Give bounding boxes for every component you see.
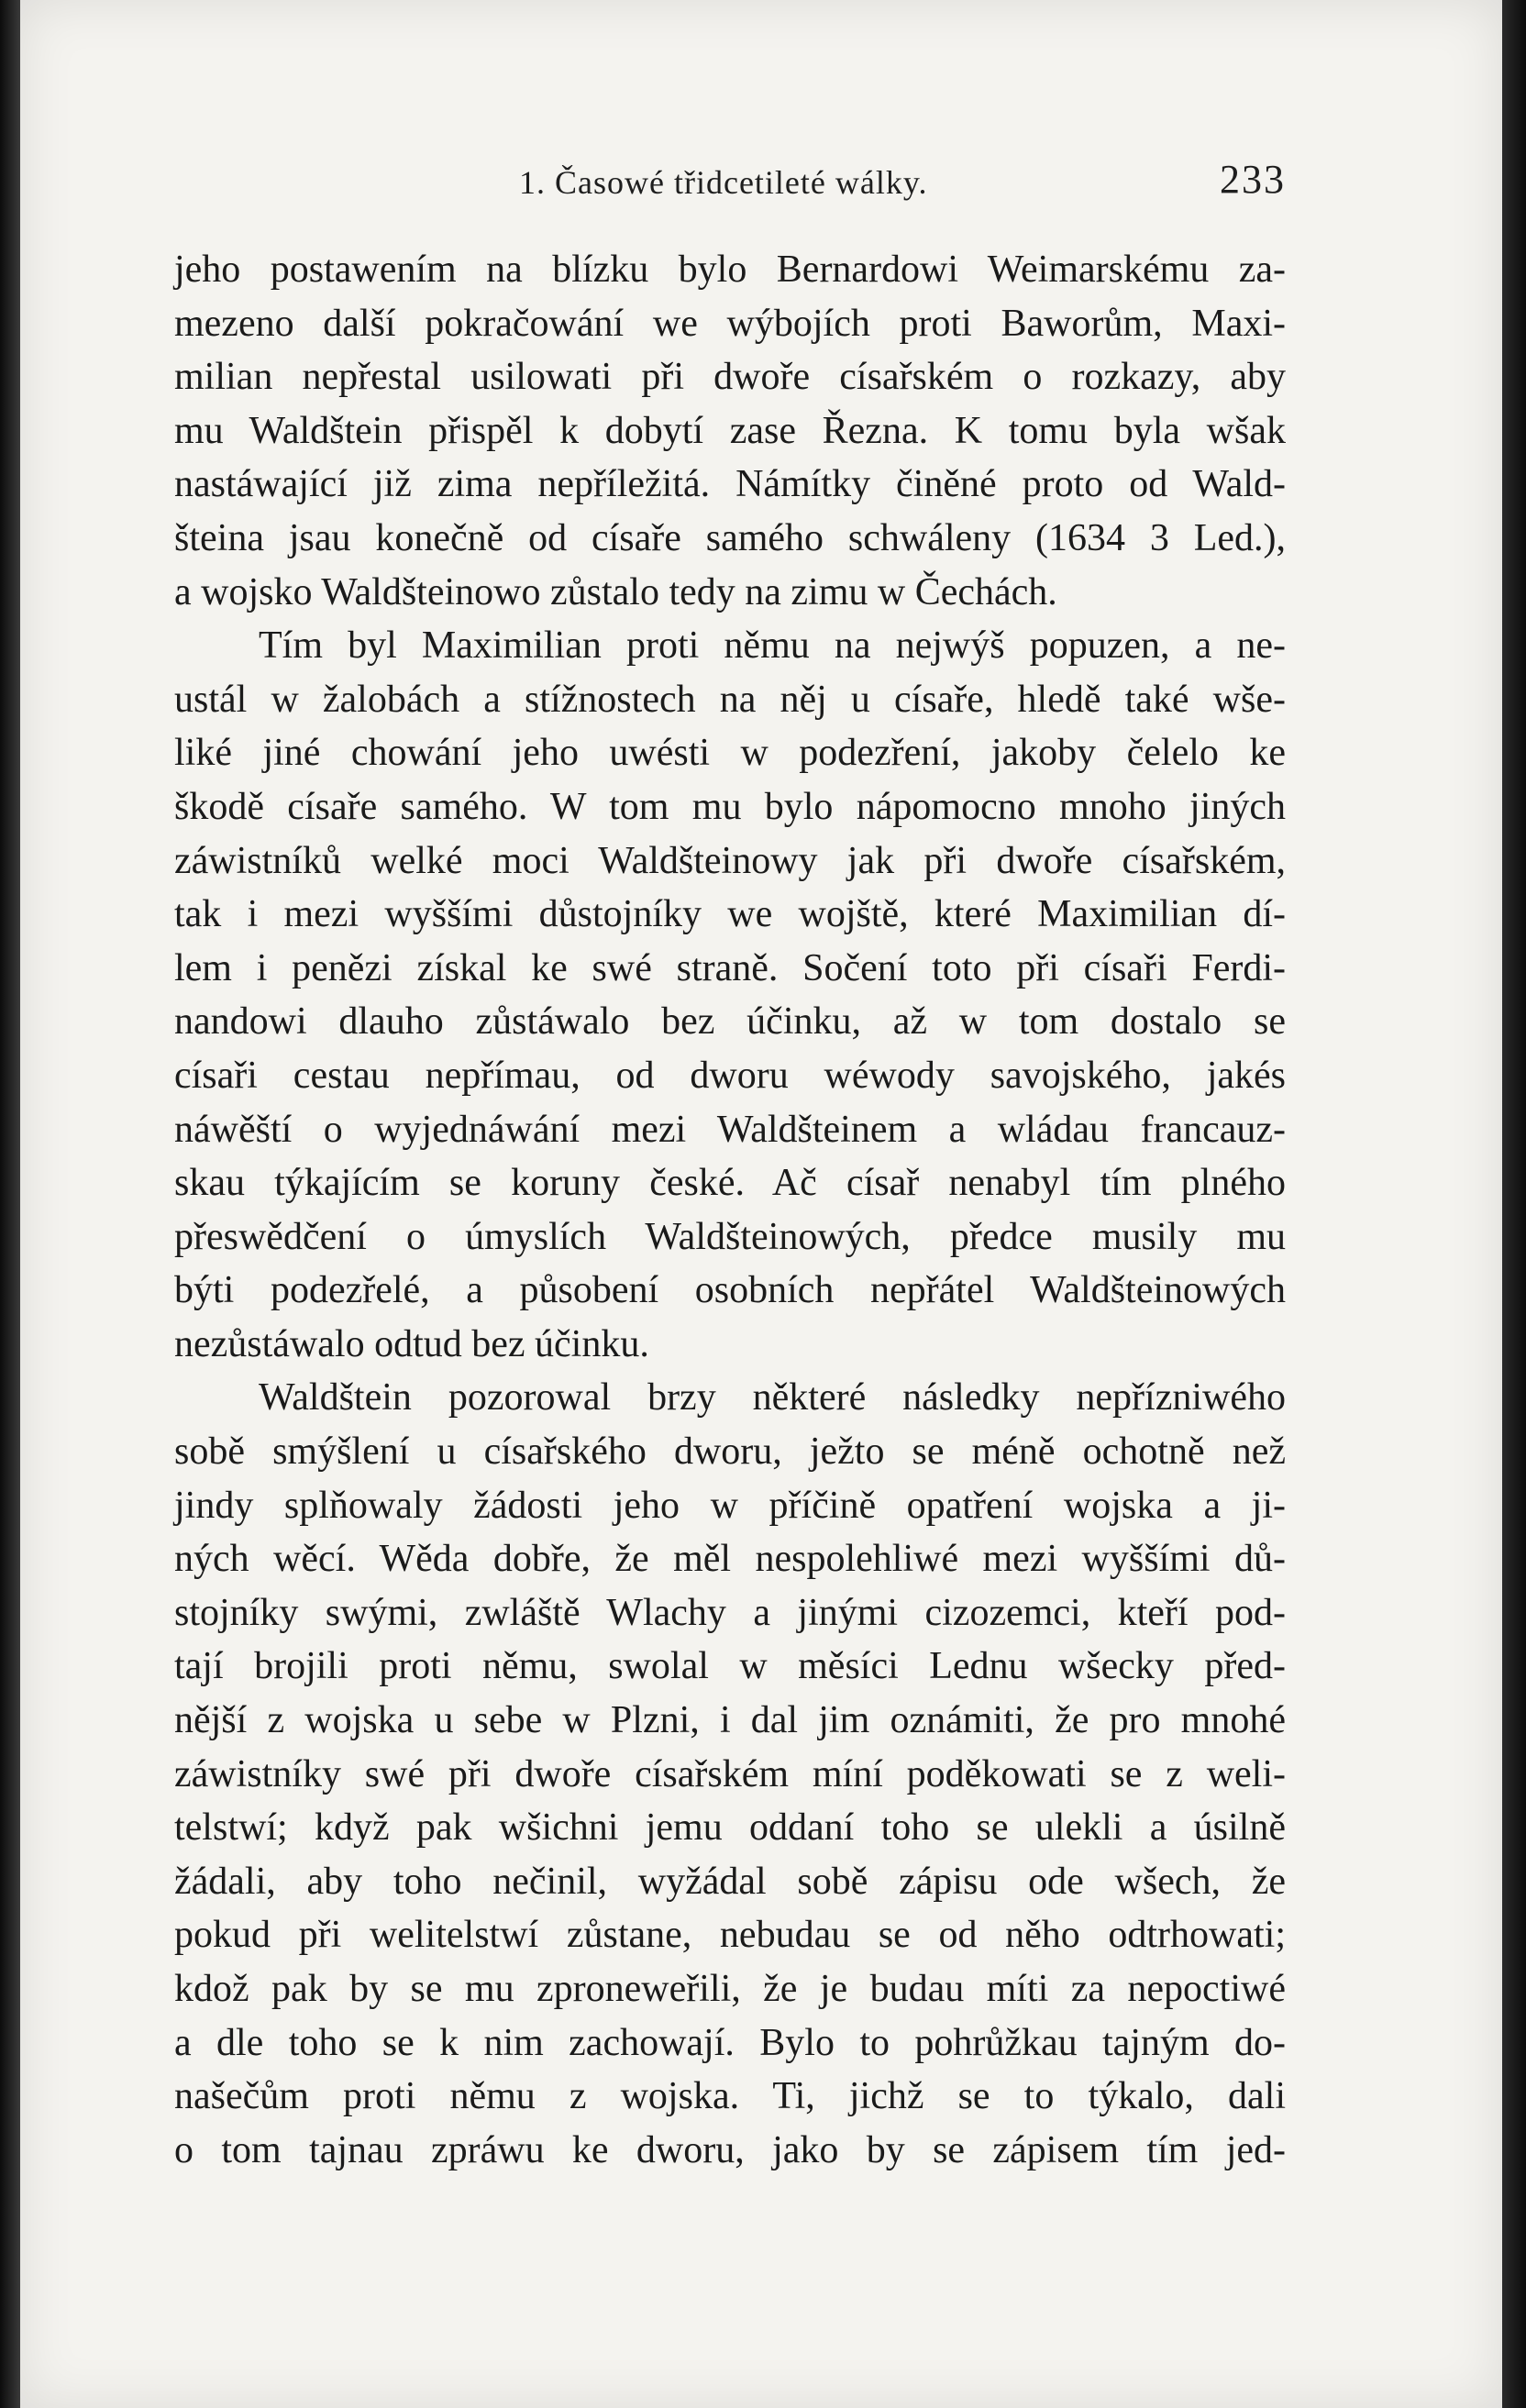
text-line: sobě smýšlení u císařského dworu, ježto se méně ochotně než bbox=[174, 1430, 1286, 1474]
text-line: ných wěcí. Wěda dobře, že měl nespolehliwé mezi wyššími dů- bbox=[174, 1538, 1286, 1581]
text-line: nezůstáwalo odtud bez účinku. bbox=[174, 1322, 649, 1365]
text-line: býti podezřelé, a působení osobních nepřátel Waldšteinowých bbox=[174, 1269, 1286, 1312]
text-line: škodě císaře samého. W tom mu bylo nápomocno mnoho jiných bbox=[174, 785, 1286, 828]
scan-left-edge bbox=[0, 0, 20, 2408]
text-line: nastáwající již zima nepříležitá. Námítky činěné proto od Wald- bbox=[174, 463, 1286, 506]
text-line: přeswědčení o úmyslích Waldšteinowých, předce musily mu bbox=[174, 1215, 1286, 1258]
text-line: jindy splňowaly žádosti jeho w příčině opatření wojska a ji- bbox=[174, 1484, 1286, 1527]
text-line: milian nepřestal usilowati při dwoře císařském o rozkazy, aby bbox=[174, 356, 1286, 399]
text-line: kdož pak by se mu zproneweřili, že je budau míti za nepoctiwé bbox=[174, 1968, 1286, 2010]
text-line: náwěští o wyjednáwání mezi Waldšteinem a wládau francauz- bbox=[174, 1108, 1286, 1151]
text-line: a dle toho se k nim zachowají. Bylo to pohrůžkau tajným do- bbox=[174, 2021, 1286, 2064]
text-line: pokud při welitelstwí zůstane, nebudau se od něho odtrhowati; bbox=[174, 1914, 1286, 1957]
running-head: 1. Časowé třidcetileté wálky. bbox=[519, 164, 928, 201]
text-line: císaři cestau nepřímau, od dworu wéwody savojského, jakés bbox=[174, 1054, 1286, 1097]
text-line: mezeno další pokračowání we wýbojích proti Baworům, Maxi- bbox=[174, 302, 1286, 345]
text-line: a wojsko Waldšteinowo zůstalo tedy na zimu w Čechách. bbox=[174, 570, 1057, 613]
text-line: tají brojili proti němu, swolal w měsíci Lednu wšecky před- bbox=[174, 1645, 1286, 1688]
text-line: liké jiné chowání jeho uwésti w podezření, jakoby čelelo ke bbox=[174, 732, 1286, 775]
text-line: lem i penězi získal ke swé straně. Sočení toto při císaři Ferdi- bbox=[174, 946, 1286, 989]
text-line: tak i mezi wyššími důstojníky we wojště, které Maximilian dí- bbox=[174, 893, 1286, 936]
text-line: telstwí; když pak wšichni jemu oddaní toho se ulekli a úsilně bbox=[174, 1806, 1286, 1850]
text-line: našečům proti němu z wojska. Ti, jichž se to týkalo, dali bbox=[174, 2075, 1286, 2118]
text-line: záwistníky swé při dwoře císařském míní poděkowati se z weli- bbox=[174, 1752, 1286, 1795]
page-number: 233 bbox=[1220, 157, 1286, 202]
text-line: Tím byl Maximilian proti němu na nejwýš popuzen, a ne- bbox=[259, 624, 1286, 668]
text-line: stojníky swými, zwláště Wlachy a jinými cizozemci, kteří pod- bbox=[174, 1591, 1286, 1634]
text-line: záwistníků welké moci Waldšteinowy jak při dwoře císařském, bbox=[174, 839, 1286, 882]
scan-right-edge bbox=[1502, 0, 1526, 2408]
text-line: o tom tajnau zpráwu ke dworu, jako by se zápisem tím jed- bbox=[174, 2128, 1286, 2171]
text-line: šteina jsau konečně od císaře samého schwáleny (1634 3 Led.), bbox=[174, 516, 1286, 559]
text-line: žádali, aby toho nečinil, wyžádal sobě zápisu ode wšech, že bbox=[174, 1860, 1286, 1903]
body-text bbox=[174, 243, 1286, 2177]
text-line: jeho postawením na blízku bylo Bernardowi Weimarskému za- bbox=[174, 249, 1286, 291]
text-line: nandowi dlauho zůstáwalo bez účinku, až w tom dostalo se bbox=[174, 1000, 1286, 1044]
text-line: Waldštein pozorowal brzy některé následky nepřízniwého bbox=[259, 1376, 1286, 1419]
text-line: mu Waldštein přispěl k dobytí zase Řezna. K tomu byla wšak bbox=[174, 409, 1286, 452]
text-line: ustál w žalobách a stížnostech na něj u císaře, hledě také wše- bbox=[174, 678, 1286, 721]
text-line: skau týkajícím se koruny české. Ač císař nenabyl tím plného bbox=[174, 1162, 1286, 1205]
text-line: nější z wojska u sebe w Plzni, i dal jim oznámiti, že pro mnohé bbox=[174, 1699, 1286, 1742]
page-header bbox=[174, 156, 1286, 207]
